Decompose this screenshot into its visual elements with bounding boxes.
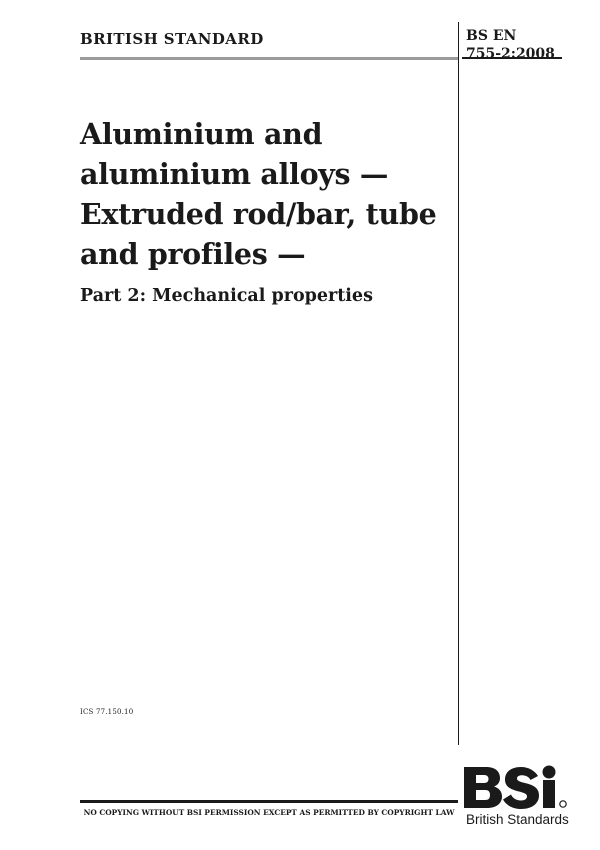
bsi-logo-name: British Standards <box>466 812 569 827</box>
title-line-1: Aluminium and <box>80 117 323 151</box>
ics-code: ICS 77.150.10 <box>80 708 134 716</box>
header-rule <box>80 57 458 60</box>
bsi-logo-mark <box>462 763 570 811</box>
title-line-2: aluminium alloys — <box>80 157 389 191</box>
document-subtitle: Part 2: Mechanical properties <box>80 286 373 306</box>
copyright-notice: NO COPYING WITHOUT BSI PERMISSION EXCEPT AS PERMITTED BY COPYRIGHT LAW <box>83 808 455 817</box>
title-line-3: Extruded rod/bar, tube <box>80 197 437 231</box>
standard-series-label: BRITISH STANDARD <box>80 30 264 48</box>
column-divider <box>458 22 459 745</box>
document-identifier <box>466 27 555 63</box>
document-id-line-1: BS EN <box>466 28 517 44</box>
document-title <box>80 114 452 274</box>
footer-rule <box>80 800 458 803</box>
document-id-line-2: 755-2:2008 <box>466 46 555 62</box>
title-line-4: and profiles — <box>80 237 306 271</box>
